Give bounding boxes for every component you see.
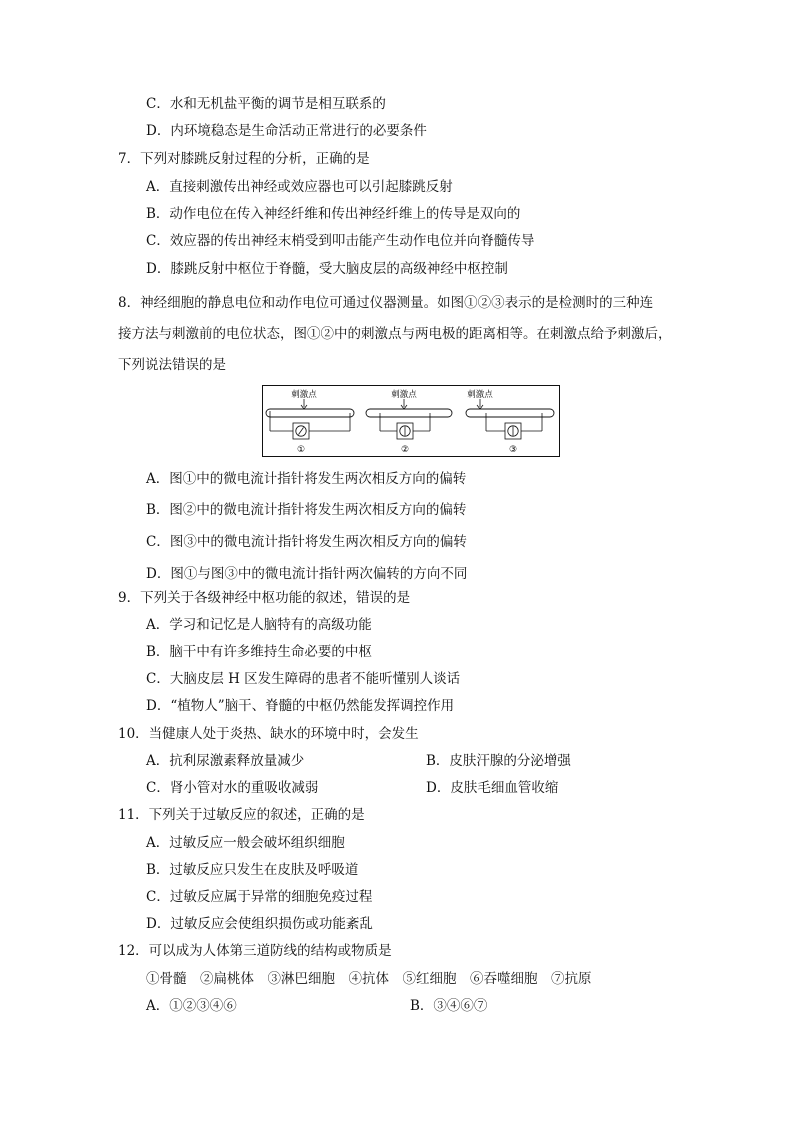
question-8-line-3: 下列说法错误的是: [118, 357, 226, 373]
question-8-line-1: 8．神经细胞的静息电位和动作电位可通过仪器测量。如图①②③表示的是检测时的三种连: [118, 295, 654, 311]
option-9d: D．“植物人”脑干、脊髓的中枢仍然能发挥调控作用: [146, 698, 455, 714]
option-10d: D．皮肤毛细血管收缩: [426, 780, 559, 796]
stimulus-label-3: 刺激点: [467, 390, 493, 400]
option-11b: B．过敏反应只发生在皮肤及呼吸道: [146, 862, 359, 878]
option-7d: D．膝跳反射中枢位于脊髓，受大脑皮层的高级神经中枢控制: [146, 261, 508, 277]
line-c6: C．水和无机盐平衡的调节是相互联系的: [146, 96, 386, 112]
stimulus-label-1: 刺激点: [291, 390, 317, 400]
figure-electrode-diagram: [262, 385, 560, 457]
option-12a: A．①②③④⑥: [146, 998, 237, 1014]
line-d6: D．内环境稳态是生命活动正常进行的必要条件: [146, 123, 427, 139]
option-12b: B．③④⑥⑦: [410, 998, 488, 1014]
panel-label-3: ③: [508, 445, 518, 455]
question-12: 12．可以成为人体第三道防线的结构或物质是: [118, 943, 392, 959]
question-7: 7．下列对膝跳反射过程的分析，正确的是: [118, 151, 370, 167]
panel-2: [366, 389, 452, 455]
question-8-line-2: 接方法与刺激前的电位状态，图①②中的刺激点与两电极的距离相等。在刺激点给予刺激后，: [118, 326, 672, 342]
question-12-list: ①骨髓 ②扁桃体 ③淋巴细胞 ④抗体 ⑤红细胞 ⑥吞噬细胞 ⑦抗原: [146, 971, 592, 987]
panel-1: [266, 389, 354, 455]
option-8b: B．图②中的微电流计指针将发生两次相反方向的偏转: [146, 502, 467, 518]
stimulus-label-2: 刺激点: [391, 390, 417, 400]
option-10b: B．皮肤汗腺的分泌增强: [426, 753, 571, 769]
option-11c: C．过敏反应属于异常的细胞免疫过程: [146, 889, 373, 905]
panel-3: [466, 389, 554, 455]
panel-label-2: ②: [400, 445, 410, 455]
option-7c: C．效应器的传出神经末梢受到叩击能产生动作电位并向脊髓传导: [146, 233, 535, 249]
option-9b: B．脑干中有许多维持生命必要的中枢: [146, 644, 372, 660]
option-7b: B．动作电位在传入神经纤维和传出神经纤维上的传导是双向的: [146, 206, 521, 222]
option-11d: D．过敏反应会使组织损伤或功能紊乱: [146, 916, 373, 932]
option-9a: A．学习和记忆是人脑特有的高级功能: [146, 617, 372, 633]
question-10: 10．当健康人处于炎热、缺水的环境中时，会发生: [118, 726, 419, 742]
option-8c: C．图③中的微电流计指针将发生两次相反方向的偏转: [146, 534, 467, 550]
option-9c: C．大脑皮层 H 区发生障碍的患者不能听懂别人谈话: [146, 671, 461, 687]
option-8a: A．图①中的微电流计指针将发生两次相反方向的偏转: [146, 471, 467, 487]
question-9: 9．下列关于各级神经中枢功能的叙述，错误的是: [118, 590, 411, 606]
option-10a: A．抗利尿激素释放量减少: [146, 753, 305, 769]
question-11: 11．下列关于过敏反应的叙述，正确的是: [118, 807, 365, 823]
option-10c: C．肾小管对水的重吸收减弱: [146, 780, 319, 796]
option-11a: A．过敏反应一般会破坏组织细胞: [146, 835, 345, 851]
option-7a: A．直接刺激传出神经或效应器也可以引起膝跳反射: [146, 179, 453, 195]
panel-label-1: ①: [296, 445, 306, 455]
option-8d: D．图①与图③中的微电流计指针两次偏转的方向不同: [146, 566, 468, 582]
